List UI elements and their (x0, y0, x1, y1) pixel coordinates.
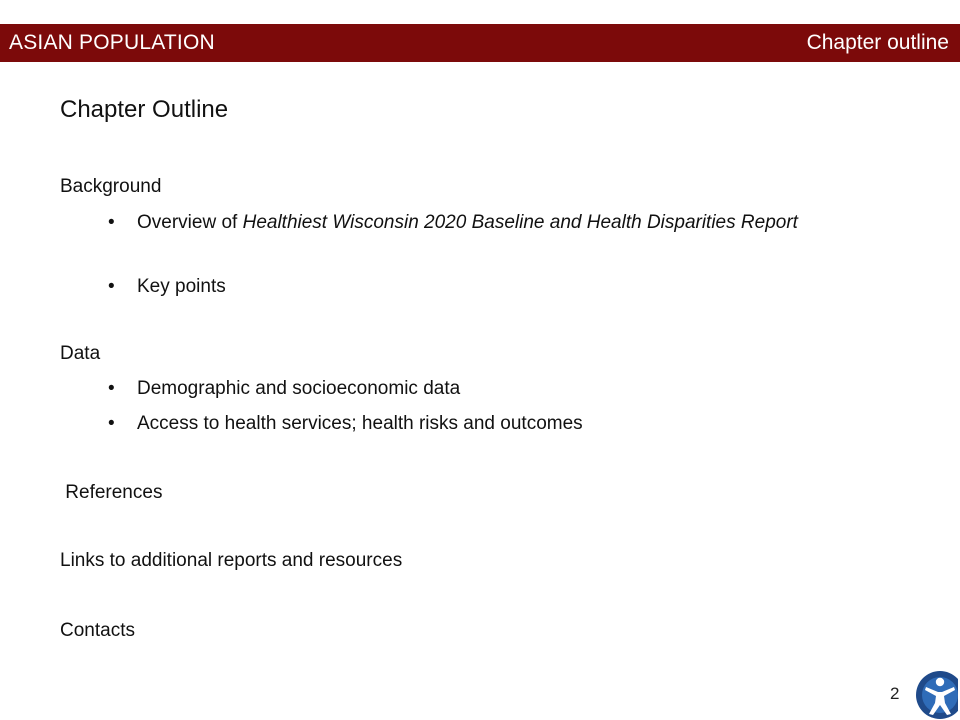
section-heading-background: Background (60, 176, 162, 197)
human-figure-logo-icon (912, 667, 958, 719)
list-item-text: Access to health services; health risks and outcomes (137, 413, 583, 434)
list-item (108, 273, 903, 300)
list-item-text: Key points (137, 276, 226, 297)
bullet-icon: • (108, 378, 115, 399)
page-number: 2 (890, 684, 900, 703)
logo-figure-head (936, 678, 944, 686)
section-heading-data: Data (60, 343, 101, 364)
header-section-title: ASIAN POPULATION (9, 31, 215, 54)
section-heading-links: Links to additional reports and resources (60, 550, 403, 571)
bullet-icon: • (108, 413, 115, 434)
list-item (108, 209, 903, 236)
bullet-icon: • (108, 276, 115, 297)
bullet-icon: • (108, 212, 115, 233)
list-item-text: Demographic and socioeconomic data (137, 378, 461, 399)
list-item (108, 375, 903, 402)
header-bar (0, 24, 960, 62)
header-chapter-label: Chapter outline (806, 31, 949, 54)
report-title: Healthiest Wisconsin 2020 Baseline and Health Disparities Report (242, 212, 798, 233)
list-item-text (137, 209, 903, 236)
list-item (108, 410, 903, 437)
section-heading-contacts: Contacts (60, 620, 135, 641)
list-item-prefix: Overview of (137, 212, 243, 233)
section-heading-references: References (60, 482, 163, 503)
page-title: Chapter Outline (60, 96, 229, 123)
